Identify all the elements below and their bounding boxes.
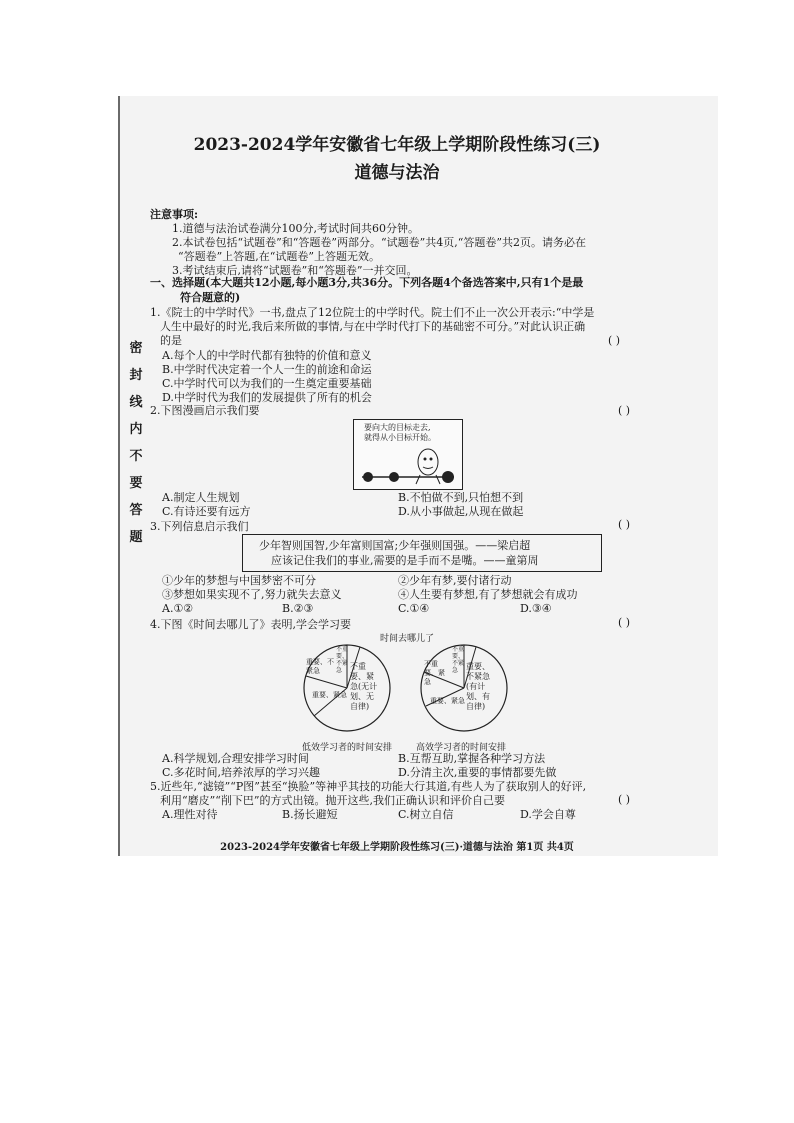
q4-answer-paren: ( ) bbox=[618, 616, 631, 629]
side-char: 线 bbox=[129, 395, 143, 410]
pie-left-label-main: 不重要、紧急(无计划、无自律) bbox=[350, 662, 378, 711]
q5-option: C.树立自信 bbox=[398, 808, 454, 821]
side-char: 答 bbox=[129, 503, 143, 518]
q1-option: B.中学时代决定着一个人一生的前途和命运 bbox=[162, 363, 372, 376]
q4-option: D.分清主次,重要的事情都要先做 bbox=[398, 766, 557, 779]
subject-title: 道德与法治 bbox=[354, 163, 440, 183]
q5-option: D.学会自尊 bbox=[520, 808, 576, 821]
side-seal-text bbox=[128, 338, 144, 548]
section-heading: 一、选择题(本大题共12小题,每小题3分,共36分。下列各题4个备选答案中,只有1个是最 bbox=[150, 276, 584, 289]
side-char: 不 bbox=[129, 449, 143, 464]
note-item: 2.本试卷包括“试题卷”和“答题卷”两部分。“试题卷”共4页,“答题卷”共2页。请务必在 bbox=[172, 236, 586, 249]
q2-cartoon bbox=[353, 419, 463, 490]
side-char: 要 bbox=[129, 476, 143, 491]
q3-option: C.①④ bbox=[398, 602, 430, 615]
q3-statement: ③梦想如果实现不了,努力就失去意义 bbox=[162, 588, 342, 601]
pie-right-label: 重要、紧急 bbox=[430, 697, 465, 705]
pie-right-caption: 高效学习者的时间安排 bbox=[416, 743, 507, 753]
pie-right-label: 不重要、紧急 bbox=[424, 660, 445, 686]
q2-stem: 2.下图漫画启示我们要 bbox=[150, 404, 260, 417]
q2-option: D.从小事做起,从现在做起 bbox=[398, 505, 524, 518]
note-item: “答题卷”上答题,在“试题卷”上答题无效。 bbox=[178, 250, 380, 263]
q3-option: D.③④ bbox=[520, 602, 552, 615]
q1-option: C.中学时代可以为我们的一生奠定重要基础 bbox=[162, 377, 372, 390]
q5-option: B.扬长避短 bbox=[282, 808, 338, 821]
section-heading-cont: 符合题意的) bbox=[180, 291, 241, 304]
quote-line: 应该记住我们的事业,需要的是手而不是嘴。——童第周 bbox=[271, 554, 539, 567]
q1-option: A.每个人的中学时代都有独特的价值和意义 bbox=[162, 349, 372, 362]
pie-left-label: 重要、紧急 bbox=[312, 691, 347, 699]
q3-statement: ①少年的梦想与中国梦密不可分 bbox=[162, 574, 316, 587]
pie-right-label: 不重要、不紧急 bbox=[452, 646, 465, 674]
page-footer: 2023-2024学年安徽省七年级上学期阶段性练习(三)·道德与法治 第1页 共4页 bbox=[220, 842, 574, 853]
page-title: 2023-2024学年安徽省七年级上学期阶段性练习(三) bbox=[193, 135, 601, 155]
figure-title: 时间去哪儿了 bbox=[380, 634, 435, 644]
note-item: 1.道德与法治试卷满分100分,考试时间共60分钟。 bbox=[172, 222, 419, 235]
q4-stem: 4.下图《时间去哪儿了》表明,学会学习要 bbox=[150, 618, 351, 631]
side-char: 题 bbox=[129, 530, 143, 545]
q5-stem: 利用“磨皮”“削下巴”的方式出镜。抛开这些,我们正确认识和评价自己要 bbox=[160, 794, 505, 807]
notes-heading: 注意事项: bbox=[150, 208, 199, 221]
q4-option: C.多花时间,培养浓厚的学习兴趣 bbox=[162, 766, 321, 779]
q2-option: A.制定人生规划 bbox=[162, 491, 240, 504]
q5-answer-paren: ( ) bbox=[618, 793, 631, 806]
q1-stem: 人生中最好的时光,我后来所做的事情,与在中学时代打下的基础密不可分。”对此认识正确 bbox=[160, 320, 586, 333]
q3-answer-paren: ( ) bbox=[618, 518, 631, 531]
q4-option: A.科学规划,合理安排学习时间 bbox=[162, 752, 309, 765]
q2-option: C.有诗还要有远方 bbox=[162, 505, 251, 518]
pie-right-label-main: 重要、不紧急(有计划、有自律) bbox=[466, 662, 490, 711]
q3-stem: 3.下列信息启示我们 bbox=[150, 520, 249, 533]
q4-option: B.互帮互助,掌握各种学习方法 bbox=[398, 752, 546, 765]
quote-line: 少年智则国智,少年富则国富;少年强则国强。——梁启超 bbox=[259, 539, 531, 552]
q3-statement: ④人生要有梦想,有了梦想就会有成功 bbox=[398, 588, 578, 601]
side-char: 封 bbox=[129, 368, 143, 383]
q1-option: D.中学时代为我们的发展提供了所有的机会 bbox=[162, 391, 372, 404]
side-char: 内 bbox=[129, 422, 143, 437]
side-char: 密 bbox=[129, 341, 143, 356]
cartoon-caption: 就得从小目标开始。 bbox=[364, 433, 436, 442]
q5-option: A.理性对待 bbox=[162, 808, 218, 821]
q3-statement: ②少年有梦,要付诸行动 bbox=[398, 574, 512, 587]
q2-option: B.不怕做不到,只怕想不到 bbox=[398, 491, 524, 504]
binding-line bbox=[118, 96, 120, 856]
q1-stem: 的是 bbox=[160, 334, 182, 347]
pie-left-caption: 低效学习者的时间安排 bbox=[302, 743, 393, 753]
q3-quote-box bbox=[242, 534, 602, 572]
q3-option: A.①② bbox=[162, 602, 194, 615]
weightlifter-illustration bbox=[354, 420, 462, 489]
cartoon-caption: 要向大的目标走去, bbox=[364, 423, 431, 432]
q1-stem: 1.《院士的中学时代》一书,盘点了12位院士的中学时代。院士们不止一次公开表示:“中学是 bbox=[150, 306, 595, 319]
q3-option: B.②③ bbox=[282, 602, 314, 615]
pie-left-label: 重要、不紧急 bbox=[306, 658, 334, 675]
q1-answer-paren: ( ) bbox=[608, 334, 621, 347]
q5-stem: 5.近些年,“滤镜”“P图”甚至“换脸”等神乎其技的功能大行其道,有些人为了获取别人的好评, bbox=[150, 780, 587, 793]
note-item: 3.考试结束后,请将“试题卷”和“答题卷”一并交回。 bbox=[172, 264, 418, 277]
q2-answer-paren: ( ) bbox=[618, 404, 631, 417]
pie-left-label: 不重要、不紧急 bbox=[336, 646, 349, 674]
